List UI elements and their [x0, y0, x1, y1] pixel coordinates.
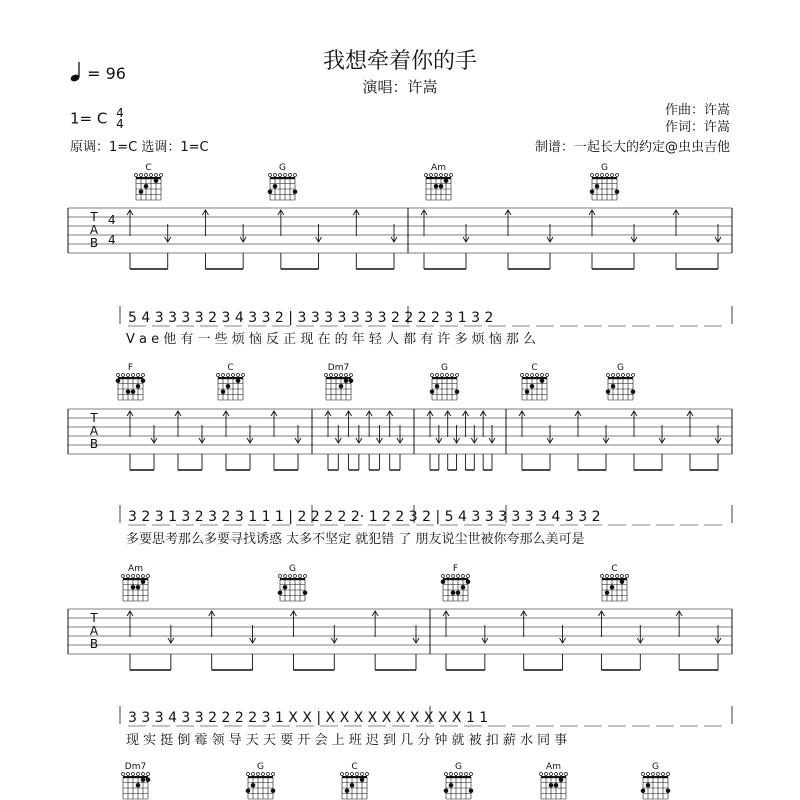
composer: 作曲：许嵩: [664, 103, 730, 118]
chord-dot: [595, 184, 600, 189]
open-string-mark: [445, 773, 448, 776]
open-string-mark: [150, 174, 153, 177]
chord-dot: [430, 389, 435, 394]
open-string-mark: [627, 374, 630, 377]
open-string-mark: [137, 773, 140, 776]
open-string-mark: [621, 575, 624, 578]
lyric-line: V a e 他 有 一 些 烦 恼 反 正 现 在 的 年 轻 人 都 有 许 多 烦 恼 那 么: [126, 332, 537, 347]
open-string-mark: [657, 773, 660, 776]
open-string-mark: [252, 773, 255, 776]
chord-name: G: [601, 163, 608, 173]
chord-dot: [278, 590, 283, 595]
chord-dot: [615, 189, 620, 194]
chord-dot: [226, 384, 231, 389]
chord-dot: [344, 378, 349, 383]
open-string-mark: [155, 174, 158, 177]
open-string-mark: [237, 374, 240, 377]
open-string-mark: [279, 174, 282, 177]
chord-dot: [144, 184, 149, 189]
chord-name: C: [611, 564, 618, 574]
chord-dot: [641, 788, 646, 793]
chord-name: Dm7: [124, 762, 147, 772]
open-string-mark: [607, 374, 610, 377]
chord-dot: [116, 378, 121, 383]
chord-dot: [141, 777, 146, 782]
open-string-mark: [122, 374, 125, 377]
open-string-mark: [541, 374, 544, 377]
chord-name: G: [279, 163, 286, 173]
tab-letter: T: [90, 611, 98, 625]
open-string-mark: [647, 773, 650, 776]
open-string-mark: [441, 374, 444, 377]
open-string-mark: [606, 174, 609, 177]
open-string-mark: [521, 374, 524, 377]
chord-dot: [646, 783, 651, 788]
open-string-mark: [132, 575, 135, 578]
tab-letter: T: [90, 411, 98, 425]
chord-name: G: [652, 762, 659, 772]
open-string-mark: [450, 174, 453, 177]
chord-dot: [441, 579, 446, 584]
tab-letter: B: [89, 437, 99, 451]
open-string-mark: [455, 773, 458, 776]
open-string-mark: [304, 575, 307, 578]
open-string-mark: [274, 174, 277, 177]
open-string-mark: [341, 773, 344, 776]
chord-dot: [456, 590, 461, 595]
open-string-mark: [289, 575, 292, 578]
open-string-mark: [127, 773, 130, 776]
open-string-mark: [540, 773, 543, 776]
open-string-mark: [137, 575, 140, 578]
lyricist: 作词：许嵩: [664, 120, 730, 135]
open-string-mark: [127, 575, 130, 578]
chord-dot: [221, 389, 226, 394]
chord-name: G: [441, 363, 448, 373]
chord-dot: [611, 384, 616, 389]
chord-dot: [136, 384, 141, 389]
chord-dot: [666, 788, 671, 793]
open-string-mark: [366, 773, 369, 776]
chord-dot: [268, 189, 273, 194]
chord-dot: [141, 378, 146, 383]
lyric-line: 现 实 挺 倒 霉 领 导 天 天 要 开 会 上 班 迟 到 几 分 钟 就 被 扣 薪 水 同 事: [126, 733, 568, 748]
chord-dot: [631, 389, 636, 394]
numbered-notation: 3 2 3 1 3 2 3 2 3 1 1 1 | 2 2 2 2 2· 1 2 2 3 2 | 5 4 3 3 3 3 3 3 4 3 3 2: [128, 509, 601, 525]
open-string-mark: [284, 174, 287, 177]
open-string-mark: [350, 374, 353, 377]
open-string-mark: [127, 374, 130, 377]
chord-dot: [554, 783, 559, 788]
open-string-mark: [430, 174, 433, 177]
original-key: 原调：1=C 选调：1=C: [70, 140, 209, 155]
chord-dot: [439, 184, 444, 189]
open-string-mark: [596, 174, 599, 177]
chord-name: Am: [128, 564, 143, 574]
chord-dot: [126, 389, 131, 394]
open-string-mark: [160, 174, 163, 177]
chord-name: Am: [546, 762, 561, 772]
open-string-mark: [667, 773, 670, 776]
open-string-mark: [345, 374, 348, 377]
open-string-mark: [457, 575, 460, 578]
chord-dot: [146, 777, 151, 782]
open-string-mark: [272, 773, 275, 776]
chord-dot: [455, 389, 460, 394]
open-string-mark: [142, 773, 145, 776]
open-string-mark: [361, 773, 364, 776]
chord-name: Am: [431, 163, 446, 173]
open-string-mark: [269, 174, 272, 177]
open-string-mark: [299, 575, 302, 578]
chord-dot: [349, 378, 354, 383]
open-string-mark: [601, 174, 604, 177]
open-string-mark: [616, 575, 619, 578]
chord-dot: [360, 777, 365, 782]
open-string-mark: [616, 174, 619, 177]
chord-dot: [136, 783, 141, 788]
open-string-mark: [132, 773, 135, 776]
chord-dot: [251, 783, 256, 788]
chord-dot: [139, 189, 144, 194]
chord-dot: [136, 585, 141, 590]
chord-dot: [434, 184, 439, 189]
chord-dot: [444, 178, 449, 183]
chord-name: C: [145, 163, 152, 173]
open-string-mark: [555, 773, 558, 776]
open-string-mark: [267, 773, 270, 776]
chord-name: C: [531, 363, 538, 373]
open-string-mark: [536, 374, 539, 377]
open-string-mark: [550, 773, 553, 776]
open-string-mark: [142, 374, 145, 377]
chord-name: Dm7: [327, 363, 350, 373]
open-string-mark: [465, 773, 468, 776]
open-string-mark: [626, 575, 629, 578]
singer-line: 演唱：许嵩: [362, 78, 438, 96]
open-string-mark: [122, 575, 125, 578]
open-string-mark: [431, 374, 434, 377]
open-string-mark: [632, 374, 635, 377]
open-string-mark: [294, 575, 297, 578]
chord-dot: [154, 178, 159, 183]
chord-dot: [236, 378, 241, 383]
open-string-mark: [335, 374, 338, 377]
chord-dot: [283, 585, 288, 590]
open-string-mark: [232, 374, 235, 377]
open-string-mark: [652, 773, 655, 776]
chord-dot: [449, 783, 454, 788]
chord-dot: [246, 788, 251, 793]
open-string-mark: [642, 773, 645, 776]
chord-dot: [350, 783, 355, 788]
time-bottom: 4: [116, 117, 124, 131]
open-string-mark: [446, 374, 449, 377]
open-string-mark: [456, 374, 459, 377]
open-string-mark: [526, 374, 529, 377]
open-string-mark: [217, 374, 220, 377]
chord-dot: [605, 590, 610, 595]
chord-dot: [339, 384, 344, 389]
chord-dot: [345, 788, 350, 793]
time-top: 4: [116, 106, 124, 120]
open-string-mark: [142, 575, 145, 578]
open-string-mark: [546, 374, 549, 377]
open-string-mark: [436, 374, 439, 377]
open-string-mark: [617, 374, 620, 377]
chord-dot: [131, 389, 136, 394]
open-string-mark: [447, 575, 450, 578]
chord-dot: [141, 579, 146, 584]
open-string-mark: [140, 174, 143, 177]
chord-dot: [466, 579, 471, 584]
open-string-mark: [346, 773, 349, 776]
open-string-mark: [460, 773, 463, 776]
chord-name: G: [455, 762, 462, 772]
open-string-mark: [279, 575, 282, 578]
chord-dot: [559, 777, 564, 782]
open-string-mark: [531, 374, 534, 377]
open-string-mark: [135, 174, 138, 177]
open-string-mark: [560, 773, 563, 776]
chord-dot: [540, 378, 545, 383]
time-sig-bottom: 4: [108, 233, 116, 247]
chord-name: G: [289, 564, 296, 574]
open-string-mark: [467, 575, 470, 578]
tab-letter: B: [89, 236, 99, 250]
tab-letter: A: [89, 424, 99, 438]
open-string-mark: [351, 773, 354, 776]
open-string-mark: [137, 374, 140, 377]
open-string-mark: [435, 174, 438, 177]
chord-dot: [444, 788, 449, 793]
open-string-mark: [425, 174, 428, 177]
open-string-mark: [257, 773, 260, 776]
open-string-mark: [445, 174, 448, 177]
chord-dot: [303, 590, 308, 595]
open-string-mark: [147, 773, 150, 776]
open-string-mark: [132, 374, 135, 377]
open-string-mark: [147, 575, 150, 578]
open-string-mark: [470, 773, 473, 776]
chord-dot: [590, 189, 595, 194]
open-string-mark: [356, 773, 359, 776]
open-string-mark: [545, 773, 548, 776]
chord-name: C: [351, 762, 358, 772]
open-string-mark: [612, 374, 615, 377]
chord-dot: [469, 788, 474, 793]
open-string-mark: [450, 773, 453, 776]
open-string-mark: [242, 374, 245, 377]
chord-name: C: [227, 363, 234, 373]
open-string-mark: [330, 374, 333, 377]
open-string-mark: [662, 773, 665, 776]
open-string-mark: [591, 174, 594, 177]
open-string-mark: [565, 773, 568, 776]
numbered-notation: 5 4 3 3 3 3 2 3 4 3 3 2 | 3 3 3 3 3 3 3 2 2 2 2 3 1 3 2: [128, 310, 494, 326]
open-string-mark: [440, 174, 443, 177]
time-sig-top: 4: [108, 213, 116, 227]
chord-dot: [620, 579, 625, 584]
open-string-mark: [227, 374, 230, 377]
chord-dot: [271, 788, 276, 793]
open-string-mark: [294, 174, 297, 177]
open-string-mark: [462, 575, 465, 578]
chord-name: G: [617, 363, 624, 373]
numbered-notation: 3 3 3 4 3 3 2 2 2 2 3 1 X X | X X X X X X X X X X 1 1: [128, 710, 489, 726]
chord-dot: [273, 184, 278, 189]
open-string-mark: [122, 773, 125, 776]
open-string-mark: [284, 575, 287, 578]
chord-dot: [131, 585, 136, 590]
tab-letter: T: [90, 210, 98, 224]
open-string-mark: [262, 773, 265, 776]
chord-name: F: [127, 363, 134, 373]
open-string-mark: [606, 575, 609, 578]
lyric-line: 多要思考那么多要寻找诱惑 太多不坚定 就犯错 了 朋友说尘世被你夸那么美可是: [126, 532, 585, 547]
open-string-mark: [611, 174, 614, 177]
open-string-mark: [442, 575, 445, 578]
open-string-mark: [222, 374, 225, 377]
tab-letter: A: [89, 223, 99, 237]
tab-letter: A: [89, 624, 99, 638]
chord-dot: [606, 389, 611, 394]
chord-dot: [610, 585, 615, 590]
open-string-mark: [247, 773, 250, 776]
chord-dot: [451, 590, 456, 595]
chord-dot: [461, 585, 466, 590]
chord-dot: [525, 389, 530, 394]
transcriber: 制谱：一起长大的约定@虫虫吉他: [534, 140, 730, 155]
tempo-value: = 96: [87, 64, 126, 83]
chord-dot: [530, 384, 535, 389]
key-value: 1= C: [70, 109, 108, 128]
chord-dot: [293, 189, 298, 194]
open-string-mark: [451, 374, 454, 377]
tab-letter: B: [89, 637, 99, 651]
open-string-mark: [611, 575, 614, 578]
open-string-mark: [145, 174, 148, 177]
open-string-mark: [325, 374, 328, 377]
open-string-mark: [289, 174, 292, 177]
chord-name: G: [257, 762, 264, 772]
chord-name: F: [452, 564, 459, 574]
chord-dot: [435, 384, 440, 389]
open-string-mark: [452, 575, 455, 578]
song-title: 我想牵着你的手: [322, 49, 477, 74]
open-string-mark: [601, 575, 604, 578]
open-string-mark: [117, 374, 120, 377]
chord-dot: [549, 783, 554, 788]
open-string-mark: [340, 374, 343, 377]
open-string-mark: [622, 374, 625, 377]
